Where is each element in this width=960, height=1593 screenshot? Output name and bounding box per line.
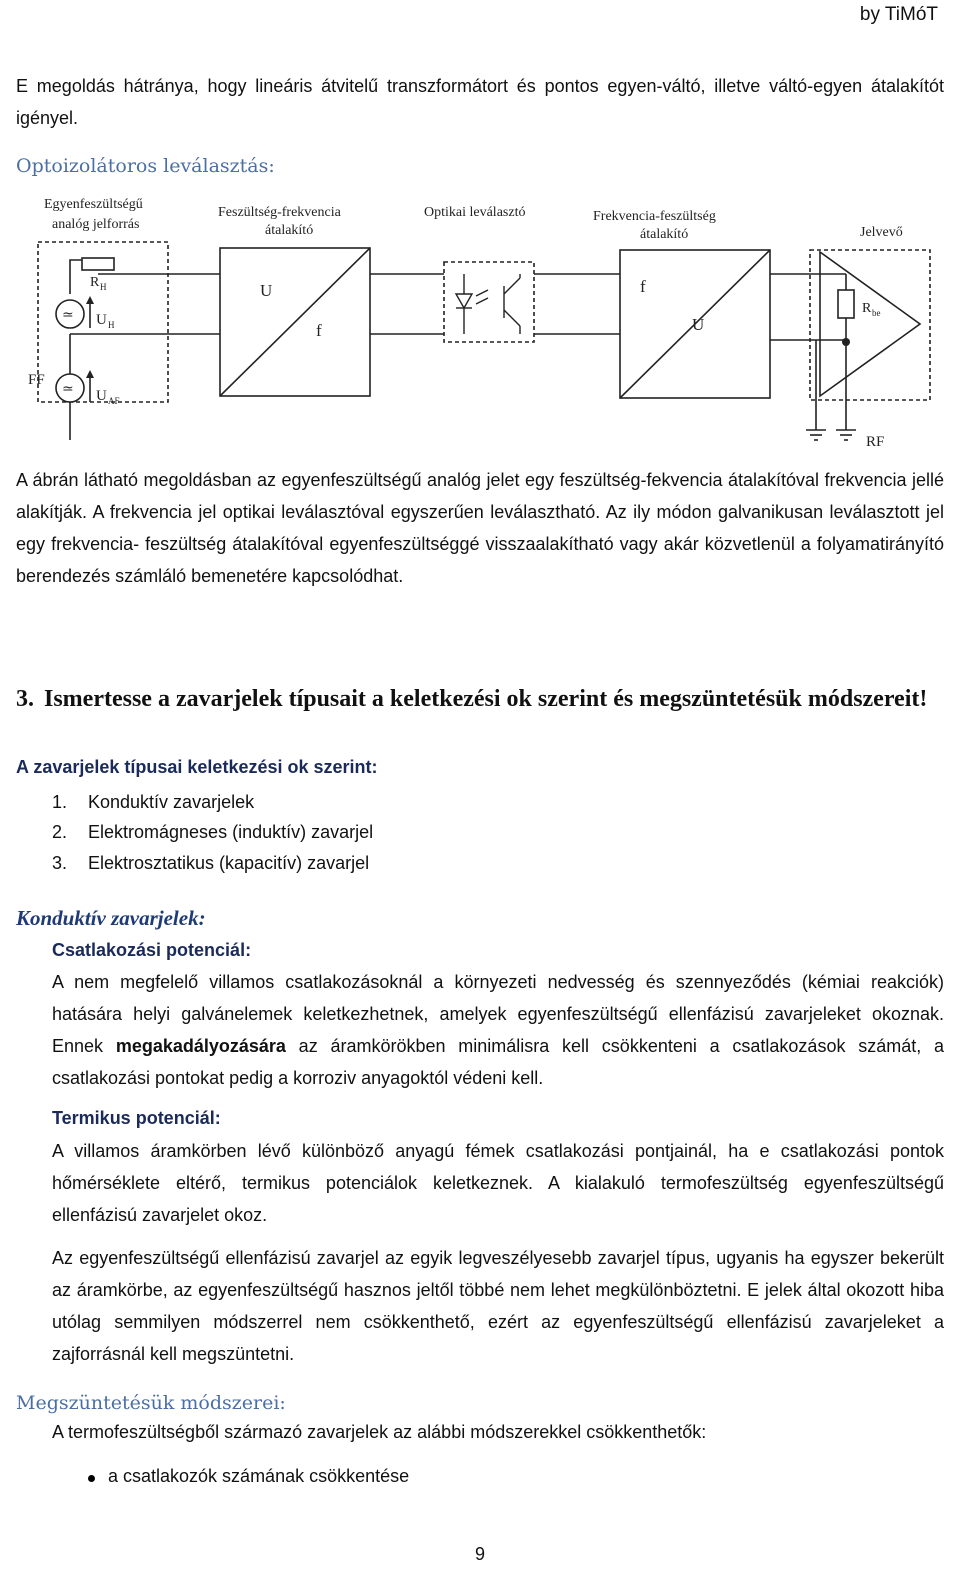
bullet-icon bbox=[88, 1475, 95, 1482]
uh-label: U bbox=[96, 312, 107, 328]
label-f-to-u-line2: átalakító bbox=[640, 227, 689, 242]
box2-f-label: f bbox=[640, 277, 646, 296]
rh-label: R bbox=[90, 275, 100, 290]
rbe-subscript: be bbox=[872, 308, 881, 318]
label-u-to-f-line2: átalakító bbox=[265, 223, 314, 238]
types-list-item: 2. Elektromágneses (induktív) zavarjel bbox=[52, 822, 374, 842]
label-f-to-u-line1: Frekvencia-feszültség bbox=[593, 209, 716, 224]
uh-subscript: H bbox=[108, 320, 115, 330]
page-number: 9 bbox=[474, 1544, 485, 1564]
connection-potential-title: Csatlakozási potenciál: bbox=[52, 940, 252, 960]
conductive-section-heading: Konduktív zavarjelek: bbox=[16, 906, 206, 930]
emphasis-prevention: megakadályozására bbox=[115, 1036, 286, 1056]
svg-text:≃: ≃ bbox=[62, 382, 74, 397]
question-heading bbox=[16, 684, 946, 714]
opto-paragraph: A ábrán látható megoldásban az egyenfeszültségű analóg jelet egy feszültség-fekvencia átalakítóval frekvencia jellé alakítják. A frekvencia jel optikai leválasztóval egyszerűen leválasztható. Az ily módon galvanikusan leválasztott jel egy frekvencia- feszültség átalakítóval egyenfeszültséggé visszaalakítható vagy akár közvetlenül a folyamatirányító berendezés számláló bemenetére kapcsolódhat. bbox=[16, 470, 944, 586]
svg-text:≃: ≃ bbox=[62, 308, 74, 323]
label-optical: Optikai leválasztó bbox=[424, 205, 526, 220]
rh-resistor bbox=[82, 258, 114, 270]
rf-label: RF bbox=[866, 434, 885, 450]
intro-paragraph: E megoldás hátránya, hogy lineáris átvitelű transzformátort és pontos egyen-váltó, illetve váltó-egyen átalakítót igényel. bbox=[16, 76, 944, 128]
label-source-line2: analóg jelforrás bbox=[52, 217, 140, 232]
removal-methods-heading: Megszüntetésük módszerei: bbox=[16, 1392, 286, 1414]
ground-symbols bbox=[806, 430, 856, 440]
rbe-resistor bbox=[838, 290, 854, 318]
removal-intro: A termofeszültségből származó zavarjelek az alábbi módszerekkel csökkenthetők: bbox=[52, 1422, 707, 1442]
uaf-subscript: AF bbox=[108, 396, 120, 406]
label-u-to-f-line1: Feszültség-frekvencia bbox=[218, 205, 341, 220]
page-header-author: by TiMóT bbox=[859, 4, 938, 25]
box1-f-label: f bbox=[316, 321, 322, 340]
optoisolator-diagram bbox=[20, 190, 940, 450]
rh-subscript: H bbox=[100, 282, 107, 292]
box2-u-label: U bbox=[692, 315, 705, 334]
thermal-potential-paragraph: A villamos áramkörben lévő különböző anyagú fémek csatlakozási pontjainál, ha e csatlakozási pontok hőmérséklete eltérő, termikus potenciálok keletkeznek. A kialakuló termofeszültség egyenfeszültségű ellenfázisú zavarjelet okoz. bbox=[52, 1141, 944, 1225]
opto-section-heading: Optoizolátoros leválasztás: bbox=[16, 155, 275, 177]
types-list-item: 1. Konduktív zavarjelek bbox=[52, 792, 255, 812]
types-heading: A zavarjelek típusai keletkezési ok szerint: bbox=[16, 757, 378, 777]
label-receiver: Jelvevő bbox=[860, 225, 903, 240]
thermal-danger-paragraph: Az egyenfeszültségű ellenfázisú zavarjel az egyik legveszélyesebb zavarjel típus, ugyanis ha egyszer bekerült az áramkörbe, az egyenfeszültségű hasznos jeltől többé nem lehet megkülönböztetni. E jelek által okozott hiba utólag semmilyen módszerrel nem csökkenthető, ezért az egyenfeszültségű ellenfázisú zavarjeleket a zajforrásnál kell megszüntetni. bbox=[52, 1248, 944, 1364]
removal-bullet-item: a csatlakozók számának csökkentése bbox=[108, 1466, 409, 1487]
connection-potential-paragraph: A nem megfelelő villamos csatlakozásoknál a környezeti nedvesség és szennyeződés (kémiai reakciók) hatására helyi galvánelemek keletkezhetnek, amelyek egyenfeszültségű ellenfázisú zavarjeleket okoznak. Ennek megakadályozására az áramkörökben minimálisra kell csökkenteni a csatlakozások számát, a csatlakozási pontokat pedig a korroziv anyagoktól védeni kell. bbox=[52, 972, 944, 1088]
label-source-line1: Egyenfeszültségű bbox=[44, 197, 143, 212]
question-text: Ismertesse a zavarjelek típusait a keletkezési ok szerint és megszüntetésük módszereit! bbox=[44, 686, 928, 712]
ff-label: FF bbox=[28, 372, 45, 388]
rbe-label: R bbox=[862, 301, 872, 316]
uaf-label: U bbox=[96, 388, 107, 404]
types-list-item: 3. Elektrosztatikus (kapacitív) zavarjel bbox=[52, 853, 370, 873]
thermal-potential-title: Termikus potenciál: bbox=[52, 1108, 221, 1128]
receiver-box bbox=[810, 250, 930, 400]
optocoupler-symbol bbox=[456, 274, 520, 334]
box1-u-label: U bbox=[260, 281, 273, 300]
question-number: 3. bbox=[16, 686, 34, 712]
